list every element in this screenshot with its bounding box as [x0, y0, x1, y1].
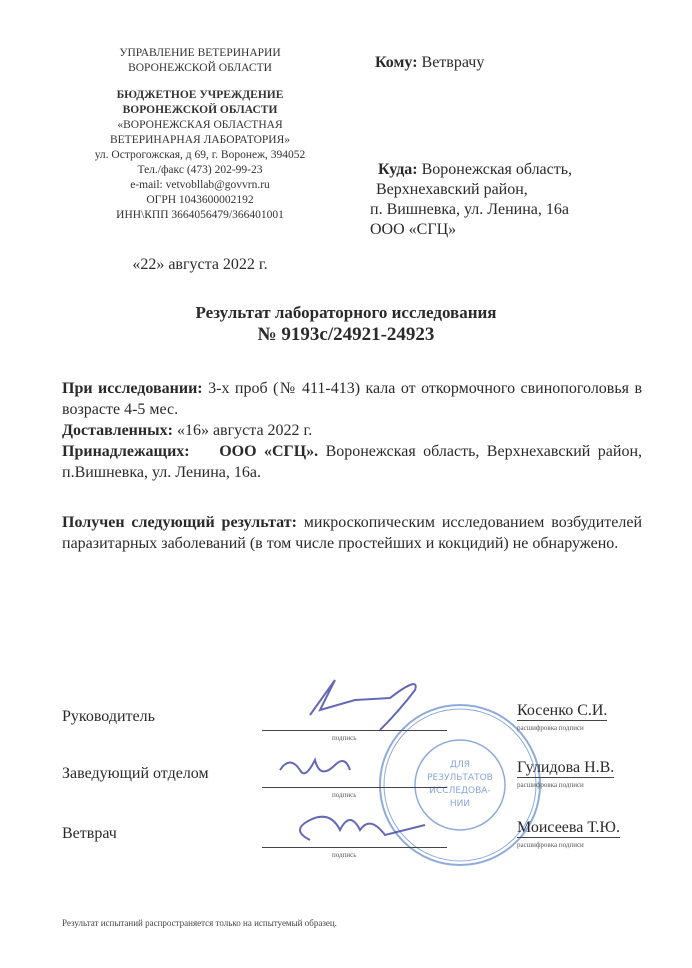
handwritten-signatures — [250, 670, 490, 860]
to-label: Кому: — [375, 54, 418, 71]
dept-line: УПРАВЛЕНИЕ ВЕТЕРИНАРИИ — [119, 47, 281, 59]
study-value: 3-х проб (№ 411-413) кала от откормочного свинопоголовья в возрасте 4-5 мес. — [62, 380, 643, 418]
org-line: БЮДЖЕТНОЕ УЧРЕЖДЕНИЕ — [116, 89, 284, 101]
signer-name: Гулидова Н.В. — [517, 759, 615, 776]
phone: Тел./факс (473) 202-99-23 — [137, 164, 263, 176]
where-line: Воронежская область, — [421, 161, 573, 178]
stamp-text: РЕЗУЛЬТАТОВ — [427, 773, 493, 783]
letterhead — [40, 46, 360, 223]
result-number: № 9193с/24921-24923 — [257, 324, 435, 345]
org-line: ВОРОНЕЖСКОЙ ОБЛАСТИ — [122, 104, 278, 116]
signer-name: Косенко С.И. — [517, 702, 608, 719]
org-line: ВЕТЕРИНАРНАЯ ЛАБОРАТОРИЯ» — [109, 134, 291, 146]
owner-value: Воронежская область, Верхнехавский район, п.Вишневка, ул. Ленина, 16а. — [62, 443, 642, 481]
ogrn: ОГРН 1043600002192 — [146, 194, 254, 206]
signature-decode: расшифровка подписи — [517, 841, 584, 849]
stamp-text: ИССЛЕДОВА- — [429, 786, 491, 796]
where-label: Куда: — [378, 161, 418, 178]
owner-label: Принадлежащих: — [62, 443, 190, 460]
to-value: Ветврачу — [421, 54, 485, 71]
title-line: Результат лабораторного исследования — [195, 303, 497, 322]
study-info — [62, 378, 642, 483]
where-line: п. Вишневка, ул. Ленина, 16а — [370, 201, 569, 218]
where-line: ООО «СГЦ» — [370, 221, 457, 238]
dept-line: ВОРОНЕЖСКОЙ ОБЛАСТИ — [128, 62, 272, 74]
email: e-mail: vetvobllab@govvrn.ru — [130, 179, 270, 191]
delivered-value: «16» августа 2022 г. — [176, 422, 313, 439]
stamp-text: НИИ — [449, 799, 471, 809]
signature-decode: расшифровка подписи — [517, 781, 584, 789]
owner-org: ООО «СГЦ». — [219, 443, 319, 460]
footer-note: Результат испытаний распространяется только на испытуемый образец. — [62, 918, 337, 928]
result — [62, 512, 642, 554]
address: ул. Острогожская, д 69, г. Воронеж, 394052 — [94, 149, 306, 161]
signature-role: Руководитель — [62, 708, 155, 725]
study-label: При исследовании: — [62, 380, 203, 397]
signature-caption: подпись — [332, 734, 357, 742]
inn: ИНН\КПП 3664056479/366401001 — [116, 209, 284, 221]
issue-date: «22» августа 2022 г. — [132, 256, 268, 273]
recipient-where — [370, 160, 572, 240]
delivered-label: Доставленных: — [62, 422, 173, 439]
stamp-text: ДЛЯ — [449, 760, 471, 770]
signature-caption: подпись — [332, 791, 357, 799]
result-label: Получен следующий результат: — [62, 514, 297, 531]
recipient-to — [375, 52, 484, 73]
org-line: «ВОРОНЕЖСКАЯ ОБЛАСТНАЯ — [117, 119, 283, 131]
signature-role: Заведующий отделом — [62, 765, 209, 782]
page-title — [0, 302, 692, 346]
signer-name: Моисеева Т.Ю. — [517, 819, 620, 836]
signature-role: Ветврач — [62, 825, 117, 842]
where-line: Верхнехавский район, — [376, 181, 528, 198]
signature-decode: расшифровка подписи — [517, 724, 584, 732]
result-value: микроскопическим исследованием возбудителей паразитарных заболеваний (в том числе простейших и кокцидий) не обнаружено. — [62, 514, 643, 552]
signature-caption: подпись — [332, 851, 357, 859]
